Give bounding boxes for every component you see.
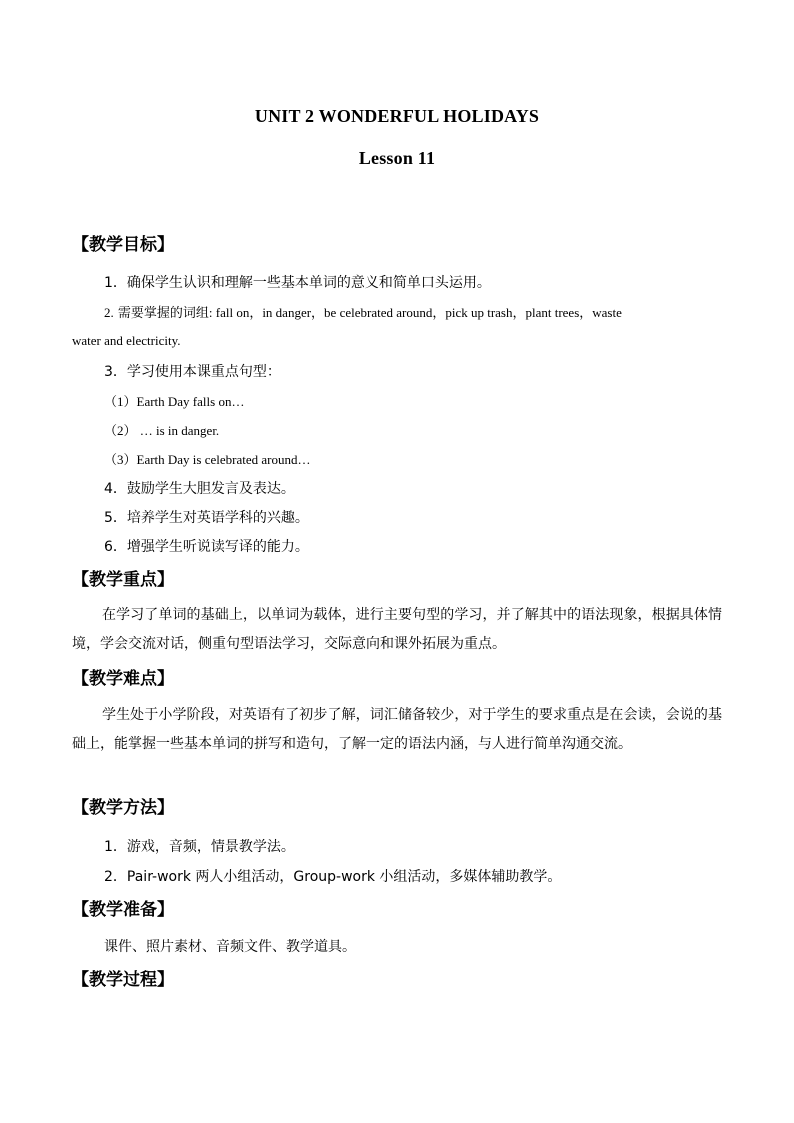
key-points-heading: 【教学重点】 <box>72 570 174 590</box>
objective-item-2-phrases: : fall on，in danger，be celebrated around，pick up trash，plant trees，waste <box>208 305 622 320</box>
objective-item-2-number: 2. <box>104 305 114 320</box>
objective-item-6: 6．增强学生听说读写译的能力。 <box>104 539 309 555</box>
preparation-text: 课件、照片素材、音频文件、教学道具。 <box>104 939 356 955</box>
method-item-1: 1．游戏，音频，情景教学法。 <box>104 839 295 855</box>
objective-item-3: 3．学习使用本课重点句型： <box>104 364 281 380</box>
sentence-pattern-3: （3）Earth Day is celebrated around… <box>104 452 311 467</box>
objective-item-4: 4．鼓励学生大胆发言及表达。 <box>104 481 295 497</box>
key-points-paragraph: 在学习了单词的基础上，以单词为载体，进行主要句型的学习，并了解其中的语法现象，根据具体情境，学会交流对话，侧重句型语法学习，交际意向和课外拓展为重点。 <box>72 607 722 652</box>
difficulties-heading: 【教学难点】 <box>72 669 174 689</box>
document-title: UNIT 2 WONDERFUL HOLIDAYS <box>254 106 540 126</box>
process-heading: 【教学过程】 <box>72 970 174 990</box>
objective-item-2-label: 需要掌握的词组 <box>113 306 209 321</box>
objective-item-2 <box>104 302 622 321</box>
preparation-heading: 【教学准备】 <box>72 900 174 920</box>
methods-heading: 【教学方法】 <box>72 798 174 818</box>
objective-item-1: 1．确保学生认识和理解一些基本单词的意义和简单口头运用。 <box>104 275 491 291</box>
objective-item-5: 5．培养学生对英语学科的兴趣。 <box>104 510 309 526</box>
objectives-heading: 【教学目标】 <box>72 235 174 255</box>
sentence-pattern-2: （2） … is in danger. <box>104 423 220 438</box>
method-item-2: 2．Pair-work 两人小组活动，Group-work 小组活动，多媒体辅助教学。 <box>104 869 562 885</box>
lesson-subtitle: Lesson 11 <box>358 148 436 168</box>
objective-item-2-continuation: water and electricity. <box>72 333 181 348</box>
sentence-pattern-1: （1）Earth Day falls on… <box>104 394 245 409</box>
difficulties-paragraph: 学生处于小学阶段，对英语有了初步了解，词汇储备较少，对于学生的要求重点是在会读，会说的基础上，能掌握一些基本单词的拼写和造句，了解一定的语法内涵，与人进行简单沟通交流。 <box>72 707 722 752</box>
